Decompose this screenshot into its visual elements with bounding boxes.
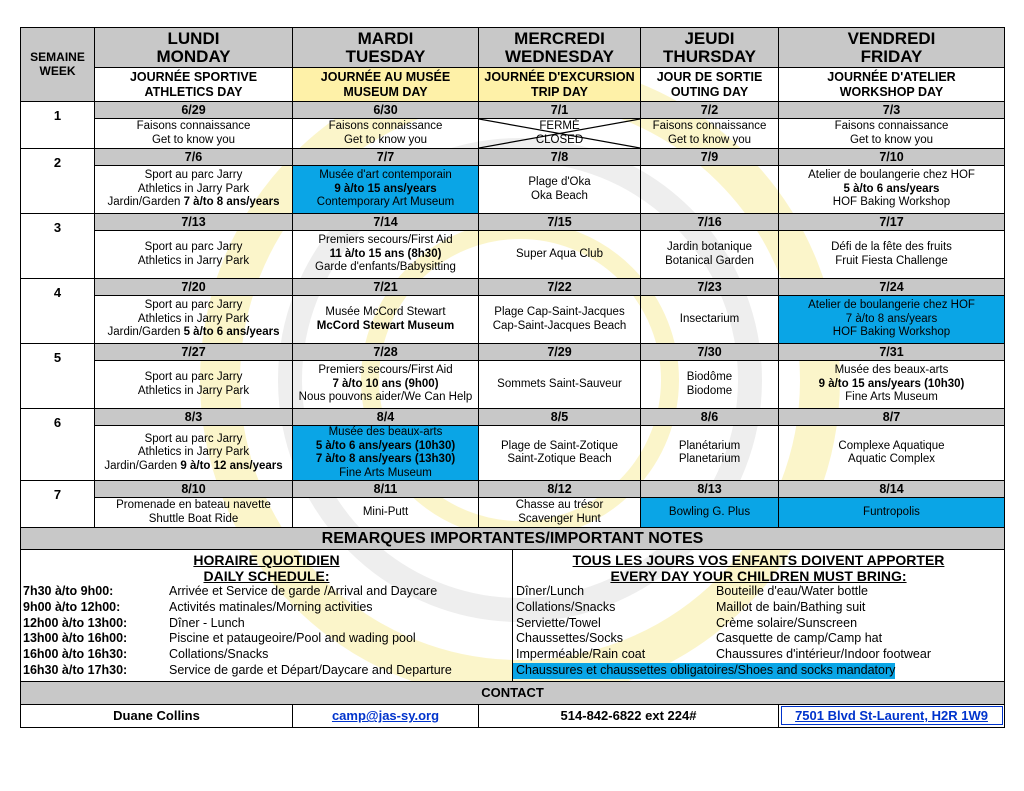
activity-line: Athletics in Jarry Park <box>137 446 250 459</box>
date-row <box>21 149 1005 166</box>
bring-item: Imperméable/Rain coat <box>516 647 646 662</box>
activity-line: CLOSED <box>535 133 584 146</box>
activity-cell <box>641 231 779 279</box>
day-name-fr: MARDI <box>357 28 414 48</box>
day-name-en: WEDNESDAY <box>505 46 614 66</box>
activity-line: Athletics in Jarry Park <box>137 254 250 267</box>
activity-line: Cap-Saint-Jacques Beach <box>492 319 627 332</box>
date-cell: 7/30 <box>641 344 779 361</box>
activity-line-part: Jardin/Garden <box>104 459 181 472</box>
day-name-en: MONDAY <box>156 46 231 66</box>
date-cell: 8/7 <box>779 409 1005 426</box>
bring-title-fr: TOUS LES JOURS VOS ENFANTS DOIVENT APPORTER <box>572 552 945 568</box>
notes-title-row <box>21 528 1005 550</box>
activity-cell <box>779 296 1005 344</box>
activity-line: Défi de la fête des fruits <box>831 241 952 253</box>
week-header-en: WEEK <box>39 64 76 78</box>
date-cell: 6/29 <box>95 102 293 119</box>
day-name-en: THURSDAY <box>663 46 756 66</box>
activity-line: Get to know you <box>151 133 236 146</box>
activity-line: Plage Cap-Saint-Jacques <box>494 306 625 318</box>
schedule-time: 16h30 à/to 17h30: <box>23 662 128 677</box>
schedule-desc: Service de garde et Départ/Daycare and Departure <box>169 662 452 677</box>
day-header-friday <box>779 28 1005 68</box>
activity-line: Fine Arts Museum <box>339 466 432 479</box>
week-number: 5 <box>21 344 95 409</box>
activity-line: Nous pouvons aider/We Can Help <box>298 391 473 404</box>
date-cell: 8/11 <box>293 481 479 498</box>
activity-line: Musée des beaux-arts <box>328 426 443 438</box>
date-cell: 7/28 <box>293 344 479 361</box>
day-header-row <box>21 28 1005 68</box>
date-row <box>21 344 1005 361</box>
theme-wednesday <box>479 68 641 102</box>
weeks-body <box>21 102 1005 528</box>
theme-friday <box>779 68 1005 102</box>
date-cell: 6/30 <box>293 102 479 119</box>
notes-table <box>20 550 1005 682</box>
activity-cell <box>479 498 641 528</box>
date-cell: 7/15 <box>479 214 641 231</box>
day-name-en: FRIDAY <box>860 46 923 66</box>
activity-cell <box>479 231 641 279</box>
activity-cell <box>479 296 641 344</box>
activity-cell <box>479 119 641 149</box>
activity-cell <box>779 231 1005 279</box>
schedule-desc: Dîner - Lunch <box>169 615 245 630</box>
activity-line: McCord Stewart Museum <box>316 319 455 332</box>
activity-line: Faisons connaissance <box>834 120 949 132</box>
activity-row <box>21 498 1005 528</box>
activity-line: Shuttle Boat Ride <box>148 512 239 525</box>
contact-phone: 514-842-6822 ext 224# <box>479 704 779 727</box>
activity-cell <box>293 498 479 528</box>
activity-line: FERMÉ <box>539 120 580 132</box>
activity-line: Atelier de boulangerie chez HOF <box>808 169 975 182</box>
day-name-fr: LUNDI <box>167 28 220 48</box>
activity-row <box>21 119 1005 149</box>
weekly-schedule-table <box>20 27 1005 550</box>
week-number: 4 <box>21 279 95 344</box>
bring-list <box>513 584 1004 663</box>
activity-line: Musée des beaux-arts <box>834 364 949 377</box>
week-number: 2 <box>21 149 95 214</box>
activity-cell <box>479 361 641 409</box>
activity-line: Plage de Saint-Zotique <box>501 439 618 452</box>
day-name-fr: MERCREDI <box>514 28 605 48</box>
contact-table <box>20 682 1005 728</box>
week-number: 7 <box>21 481 95 528</box>
date-row <box>21 481 1005 498</box>
activity-cell <box>479 426 641 481</box>
activity-line: Garde d'enfants/Babysitting <box>315 261 456 274</box>
schedule-title-fr: HORAIRE QUOTIDIEN <box>193 552 340 568</box>
bring-mandatory: Chaussures et chaussettes obligatoires/Shoes and socks mandatory <box>513 663 895 679</box>
activity-line: 7 à/to 8 ans/years (13h30) <box>315 453 456 465</box>
age-range: 7 à/to 8 ans/years <box>183 196 280 209</box>
date-cell: 8/12 <box>479 481 641 498</box>
activity-line: Planetarium <box>678 453 741 465</box>
activity-line: Get to know you <box>849 133 934 146</box>
activity-cell <box>641 426 779 481</box>
activity-line: Super Aqua Club <box>516 247 603 260</box>
theme-en: WORKSHOP DAY <box>839 84 944 99</box>
activity-cell <box>293 361 479 409</box>
activity-line: Botanical Garden <box>665 254 754 267</box>
activity-line: 5 à/to 6 ans/years <box>843 182 940 195</box>
date-cell: 8/13 <box>641 481 779 498</box>
date-cell: 7/10 <box>779 149 1005 166</box>
daily-schedule-panel <box>21 550 513 681</box>
date-cell: 7/2 <box>641 102 779 119</box>
activity-line: Athletics in Jarry Park <box>137 182 250 195</box>
date-row <box>21 409 1005 426</box>
activity-line: Athletics in Jarry Park <box>137 384 250 397</box>
day-name-en: TUESDAY <box>345 46 426 66</box>
schedule-desc: Collations/Snacks <box>169 647 269 662</box>
schedule-title-en: DAILY SCHEDULE: <box>203 568 330 584</box>
activity-line: Atelier de boulangerie chez HOF <box>808 299 975 312</box>
activity-line: Sport au parc Jarry <box>144 169 243 182</box>
theme-row <box>21 68 1005 102</box>
date-cell: 7/13 <box>95 214 293 231</box>
activity-cell <box>95 119 293 149</box>
activity-cell <box>779 361 1005 409</box>
activity-line: Get to know you <box>667 133 752 146</box>
activity-line: 11 à/to 15 ans (8h30) <box>329 247 442 260</box>
date-cell: 7/17 <box>779 214 1005 231</box>
activity-line <box>95 196 292 210</box>
bring-mandatory-row <box>513 663 1004 679</box>
bring-item: Bouteille d'eau/Water bottle <box>716 584 869 598</box>
bring-row <box>513 584 1004 600</box>
activity-line: Plage d'Oka <box>528 176 591 188</box>
bring-item: Dîner/Lunch <box>516 584 585 598</box>
activity-cell <box>641 296 779 344</box>
activity-line: Insectarium <box>679 312 740 325</box>
schedule-row <box>21 600 512 616</box>
date-cell: 7/31 <box>779 344 1005 361</box>
date-row <box>21 102 1005 119</box>
day-name-fr: VENDREDI <box>847 28 936 48</box>
activity-line: Planétarium <box>678 439 741 452</box>
activity-line: Jardin botanique <box>666 241 753 253</box>
theme-tuesday <box>293 68 479 102</box>
activity-cell <box>95 361 293 409</box>
notes-title: REMARQUES IMPORTANTES/IMPORTANT NOTES <box>21 528 1005 550</box>
contact-address-cell <box>779 704 1005 727</box>
date-cell: 7/16 <box>641 214 779 231</box>
week-header-fr: SEMAINE <box>30 50 85 64</box>
contact-email-cell <box>293 704 479 727</box>
bring-item: Maillot de bain/Bathing suit <box>716 599 866 614</box>
activity-cell <box>95 296 293 344</box>
date-cell: 7/9 <box>641 149 779 166</box>
activity-row <box>21 166 1005 214</box>
activity-line: Fine Arts Museum <box>845 391 938 404</box>
schedule-desc: Piscine et pataugeoire/Pool and wading pool <box>169 631 416 646</box>
date-cell: 7/8 <box>479 149 641 166</box>
activity-line: Biodome <box>686 384 733 397</box>
schedule-time: 7h30 à/to 9h00: <box>23 584 114 598</box>
day-name-fr: JEUDI <box>684 28 735 48</box>
activity-row <box>21 296 1005 344</box>
activity-cell <box>779 426 1005 481</box>
activity-line: HOF Baking Workshop <box>832 326 951 339</box>
date-cell: 7/27 <box>95 344 293 361</box>
date-cell: 8/4 <box>293 409 479 426</box>
activity-line: Complexe Aquatique <box>838 439 945 452</box>
activity-line: Sport au parc Jarry <box>144 241 243 253</box>
contact-address-link[interactable]: 7501 Blvd St-Laurent, H2R 1W9 <box>795 708 988 724</box>
schedule-desc: Activités matinales/Morning activities <box>169 599 373 614</box>
activity-line: Athletics in Jarry Park <box>137 312 250 325</box>
activity-line <box>95 460 292 474</box>
schedule-row <box>21 584 512 600</box>
activity-cell <box>95 498 293 528</box>
date-cell: 8/5 <box>479 409 641 426</box>
activity-line: Saint-Zotique Beach <box>507 453 612 465</box>
activity-line <box>95 326 292 340</box>
activity-line: 9 à/to 15 ans/years <box>334 182 437 195</box>
activity-line: Fruit Fiesta Challenge <box>835 254 948 267</box>
activity-cell <box>479 166 641 214</box>
date-cell: 7/20 <box>95 279 293 296</box>
theme-fr: JOURNÉE D'EXCURSION <box>484 69 635 84</box>
bring-row <box>513 631 1004 647</box>
activity-cell <box>779 498 1005 528</box>
bring-item: Chaussettes/Socks <box>516 631 623 646</box>
bring-item: Casquette de camp/Camp hat <box>716 631 883 646</box>
activity-line: Premiers secours/First Aid <box>318 364 453 377</box>
activity-line: Faisons connaissance <box>328 120 443 132</box>
week-number: 6 <box>21 409 95 481</box>
activity-line: 5 à/to 6 ans/years (10h30) <box>315 439 456 452</box>
closed-cross-icon <box>479 119 640 148</box>
schedule-time: 12h00 à/to 13h00: <box>23 615 128 630</box>
date-cell: 7/1 <box>479 102 641 119</box>
activity-line: Biodôme <box>686 371 733 383</box>
activity-cell <box>95 231 293 279</box>
date-cell: 8/14 <box>779 481 1005 498</box>
schedule-row <box>21 616 512 632</box>
date-cell: 7/6 <box>95 149 293 166</box>
activity-line: Sport au parc Jarry <box>144 299 243 312</box>
bring-item: Collations/Snacks <box>516 599 616 614</box>
activity-line: 9 à/to 15 ans/years (10h30) <box>818 377 965 390</box>
activity-cell <box>641 119 779 149</box>
schedule-row <box>21 663 512 679</box>
activity-cell <box>641 166 779 214</box>
theme-en: MUSEUM DAY <box>343 84 428 99</box>
bring-item: Chaussures d'intérieur/Indoor footwear <box>716 647 932 662</box>
activity-line: Sport au parc Jarry <box>144 432 243 445</box>
activity-line: Bowling G. Plus <box>668 505 751 518</box>
activity-cell <box>95 166 293 214</box>
date-cell: 8/10 <box>95 481 293 498</box>
camp-schedule-sheet <box>20 27 1004 728</box>
date-cell: 7/3 <box>779 102 1005 119</box>
bring-row <box>513 616 1004 632</box>
activity-cell <box>293 296 479 344</box>
activity-line: Faisons connaissance <box>136 120 251 132</box>
activity-line: Premiers secours/First Aid <box>318 234 453 247</box>
activity-line: Scavenger Hunt <box>518 512 601 525</box>
activity-row <box>21 231 1005 279</box>
day-header-tuesday <box>293 28 479 68</box>
bring-item: Serviette/Towel <box>516 615 601 630</box>
bring-list-panel <box>513 550 1005 681</box>
activity-line: Get to know you <box>343 133 428 146</box>
activity-line: Mini-Putt <box>362 505 409 518</box>
activity-line: 7 à/to 10 ans (9h00) <box>332 377 439 390</box>
activity-row <box>21 426 1005 481</box>
date-cell: 8/3 <box>95 409 293 426</box>
activity-line: HOF Baking Workshop <box>832 196 951 209</box>
activity-cell <box>641 498 779 528</box>
activity-line: Sport au parc Jarry <box>144 371 243 383</box>
activity-cell <box>293 231 479 279</box>
bring-item: Crème solaire/Sunscreen <box>716 615 858 630</box>
age-range: 9 à/to 12 ans/years <box>180 459 283 472</box>
date-row <box>21 279 1005 296</box>
schedule-time: 9h00 à/to 12h00: <box>23 599 121 614</box>
theme-fr: JOURNÉE D'ATELIER <box>827 69 956 84</box>
theme-fr: JOURNÉE SPORTIVE <box>129 69 258 84</box>
schedule-time: 13h00 à/to 16h00: <box>23 631 128 646</box>
date-cell: 7/23 <box>641 279 779 296</box>
schedule-row <box>21 631 512 647</box>
activity-line: Sommets Saint-Sauveur <box>497 377 622 390</box>
activity-line: Oka Beach <box>531 189 588 202</box>
activity-row <box>21 361 1005 409</box>
activity-line: Chasse au trésor <box>515 499 604 511</box>
date-cell: 7/24 <box>779 279 1005 296</box>
schedule-list <box>21 584 512 679</box>
day-header-wednesday <box>479 28 641 68</box>
date-cell: 7/29 <box>479 344 641 361</box>
schedule-time: 16h00 à/to 16h30: <box>23 647 128 662</box>
date-cell: 7/7 <box>293 149 479 166</box>
age-range: 5 à/to 6 ans/years <box>183 326 280 339</box>
theme-monday <box>95 68 293 102</box>
theme-fr: JOURNÉE AU MUSÉE <box>320 69 451 84</box>
activity-line: 7 à/to 8 ans/years <box>845 312 938 325</box>
activity-line-part: Jardin/Garden <box>107 196 184 209</box>
contact-email-link[interactable]: camp@jas-sy.org <box>331 708 440 724</box>
theme-thursday <box>641 68 779 102</box>
date-row <box>21 214 1005 231</box>
day-header-monday <box>95 28 293 68</box>
activity-cell <box>779 166 1005 214</box>
contact-title: CONTACT <box>21 682 1005 705</box>
activity-line: Musée d'art contemporain <box>319 169 452 182</box>
date-cell: 7/22 <box>479 279 641 296</box>
activity-line: Aquatic Complex <box>848 453 935 465</box>
week-number: 3 <box>21 214 95 279</box>
week-column-header <box>21 28 95 102</box>
theme-en: OUTING DAY <box>670 84 749 99</box>
activity-line: Faisons connaissance <box>652 120 767 132</box>
activity-cell <box>95 426 293 481</box>
activity-cell <box>641 361 779 409</box>
activity-line: Promenade en bateau navette <box>116 499 271 511</box>
schedule-row <box>21 647 512 663</box>
day-header-thursday <box>641 28 779 68</box>
activity-line: Musée McCord Stewart <box>325 306 446 318</box>
activity-line-part: Jardin/Garden <box>107 326 184 339</box>
theme-en: TRIP DAY <box>531 84 588 99</box>
theme-en: ATHLETICS DAY <box>144 84 243 99</box>
activity-line: Contemporary Art Museum <box>316 196 455 209</box>
date-cell: 7/21 <box>293 279 479 296</box>
activity-cell <box>293 166 479 214</box>
theme-fr: JOUR DE SORTIE <box>656 69 763 84</box>
date-cell: 7/14 <box>293 214 479 231</box>
contact-name: Duane Collins <box>21 704 293 727</box>
bring-row <box>513 647 1004 663</box>
week-number: 1 <box>21 102 95 149</box>
schedule-desc: Arrivée et Service de garde /Arrival and Daycare <box>169 584 438 598</box>
activity-cell <box>779 119 1005 149</box>
date-cell: 8/6 <box>641 409 779 426</box>
activity-cell <box>293 426 479 481</box>
activity-line: Funtropolis <box>863 505 920 518</box>
bring-row <box>513 600 1004 616</box>
bring-title-en: EVERY DAY YOUR CHILDREN MUST BRING: <box>610 568 907 584</box>
activity-cell <box>293 119 479 149</box>
